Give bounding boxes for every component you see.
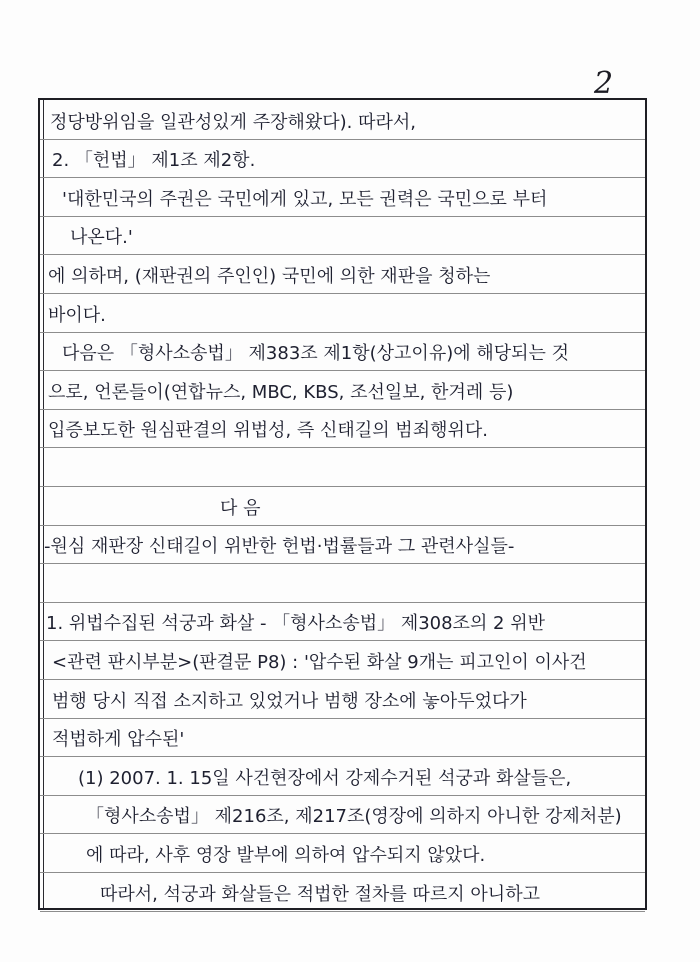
- line-text: <관련 판시부분>(판결문 P8) : '압수된 화살 9개는 피고인이 이사건: [52, 652, 587, 673]
- handwritten-line: [40, 726, 645, 754]
- ruled-line: [40, 525, 645, 526]
- ruled-line: [40, 409, 645, 410]
- line-text: 2. 「헌법」 제1조 제2항.: [52, 150, 256, 172]
- handwritten-line: [40, 842, 645, 870]
- ruled-line: [40, 718, 645, 719]
- line-text: 입증보도한 원심판결의 위법성, 즉 신태길의 범죄행위다.: [48, 420, 488, 442]
- ruled-line: [40, 640, 645, 641]
- line-text: 바이다.: [48, 304, 106, 326]
- ruled-line: [40, 486, 645, 487]
- page-number: 2: [594, 66, 614, 101]
- handwritten-line: [40, 379, 645, 407]
- ruled-line: [40, 756, 645, 757]
- line-text: 적법하게 압수된': [52, 729, 185, 751]
- handwritten-line: [40, 147, 645, 175]
- ruled-line: [40, 216, 645, 217]
- handwritten-line: [40, 263, 645, 291]
- line-text: 1. 위법수집된 석궁과 화살 - 「형사소송법」 제308조의 2 위반: [46, 613, 546, 635]
- ruled-line: [40, 370, 645, 371]
- ruled-line: [40, 833, 645, 834]
- handwritten-line: [40, 610, 645, 638]
- ruled-line: [40, 177, 645, 178]
- line-text: 따라서, 석궁과 화살들은 적법한 절차를 따르지 아니하고: [100, 883, 540, 905]
- ruled-line: [40, 795, 645, 796]
- handwritten-line: [40, 495, 645, 523]
- line-text: 범행 당시 직접 소지하고 있었거나 범행 장소에 놓아두었다가: [52, 690, 527, 712]
- handwritten-line: [40, 302, 645, 330]
- ruled-line: [40, 447, 645, 448]
- ruled-line: [40, 332, 645, 333]
- ruled-line: [40, 293, 645, 294]
- ruled-line: [40, 911, 645, 912]
- line-text: 정당방위임을 일관성있게 주장해왔다). 따라서,: [50, 111, 417, 133]
- handwritten-line: [40, 881, 645, 909]
- handwritten-line: [40, 340, 645, 368]
- handwritten-line: [40, 533, 645, 561]
- line-text: -원심 재판장 신태길이 위반한 헌법·법률들과 그 관련사실들-: [44, 536, 515, 558]
- handwritten-line: [40, 109, 645, 137]
- line-text: (1) 2007. 1. 15일 사건현장에서 강제수거된 석궁과 화살들은,: [78, 767, 572, 789]
- line-text: 다음은 「형사소송법」 제383조 제1항(상고이유)에 해당되는 것: [62, 343, 569, 365]
- handwritten-line: [40, 224, 645, 252]
- ruled-line: [40, 254, 645, 255]
- line-text: 에 따라, 사후 영장 발부에 의하여 압수되지 않았다.: [86, 845, 486, 866]
- handwritten-line: [40, 186, 645, 214]
- handwritten-line: [40, 688, 645, 716]
- line-text: 「형사소송법」 제216조, 제217조(영장에 의하지 아니한 강제처분): [86, 806, 622, 828]
- ruled-line: [40, 872, 645, 873]
- handwritten-line: [40, 572, 645, 600]
- line-text: 나온다.': [70, 227, 133, 249]
- handwritten-line: [40, 765, 645, 793]
- line-text: 으로, 언론들이(연합뉴스, MBC, KBS, 조선일보, 한겨레 등): [48, 381, 514, 403]
- handwritten-line: [40, 803, 645, 831]
- line-text: 다 음: [220, 497, 261, 519]
- ruled-line: [40, 139, 645, 140]
- line-text: 에 의하며, (재판권의 주인인) 국민에 의한 재판을 청하는: [48, 266, 491, 287]
- handwritten-line: [40, 417, 645, 445]
- handwritten-line: [40, 649, 645, 677]
- ruled-line: [40, 679, 645, 680]
- handwritten-line: [40, 456, 645, 484]
- ruled-line: [40, 563, 645, 564]
- ruled-line: [40, 602, 645, 603]
- line-text: '대한민국의 주권은 국민에게 있고, 모든 권력은 국민으로 부터: [62, 188, 548, 210]
